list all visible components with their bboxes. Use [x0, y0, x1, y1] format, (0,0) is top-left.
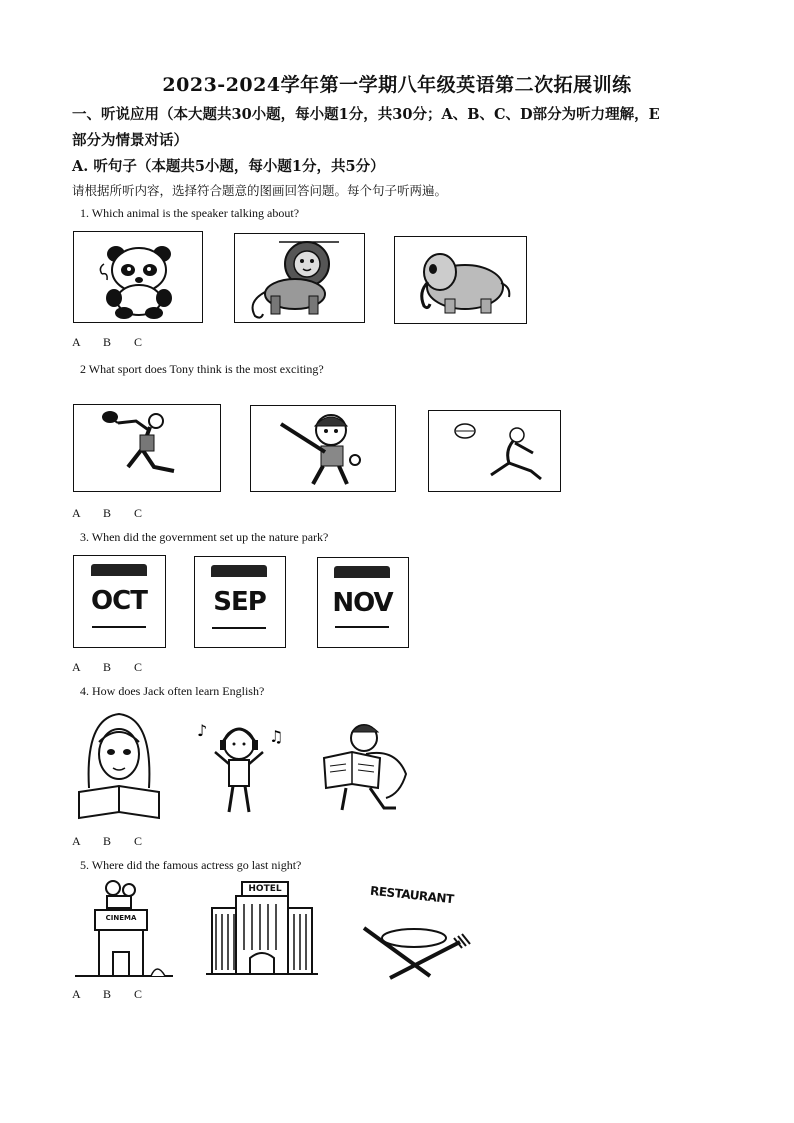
question-3: 3. When did the government set up the nature park?	[80, 530, 329, 544]
option-label-b[interactable]: B	[103, 506, 112, 520]
option-2a-picture[interactable]	[73, 404, 221, 492]
option-label-c[interactable]: C	[134, 834, 143, 848]
option-4b-picture[interactable]	[193, 716, 287, 820]
cinema-icon	[73, 878, 175, 980]
hotel-sign-text: HOTEL	[248, 884, 282, 894]
calendar-icon	[91, 564, 147, 576]
option-label-c[interactable]: C	[134, 987, 143, 1001]
option-label-a[interactable]: A	[72, 660, 81, 674]
option-label-b[interactable]: B	[103, 660, 112, 674]
option-3a-picture[interactable]	[73, 555, 166, 648]
options-row-3	[72, 660, 165, 675]
option-5a-picture[interactable]	[73, 878, 175, 980]
reading-girl-icon	[73, 708, 165, 820]
listening-music-boy-icon	[193, 716, 287, 820]
calendar-month-text: SEP	[213, 587, 266, 617]
option-1a-picture[interactable]	[73, 231, 203, 323]
lion-icon	[235, 234, 363, 321]
section-heading	[72, 102, 732, 154]
part-a-instruction: 请根据所听内容，选择符合题意的图画回答问题。每个句子听两遍。	[72, 183, 448, 198]
option-3c-picture[interactable]	[317, 557, 409, 648]
options-row-5	[72, 987, 165, 1002]
options-row-1	[72, 335, 165, 350]
calendar-icon	[334, 566, 390, 578]
question-2: 2 What sport does Tony think is the most exciting?	[80, 362, 324, 376]
part-a-heading: A. 听句子（本题共5小题，每小题1分，共5分）	[72, 158, 385, 175]
calendar-month-text: NOV	[332, 588, 393, 618]
restaurant-sign-text: RESTAURANT	[369, 883, 455, 907]
option-2c-picture[interactable]	[428, 410, 561, 492]
option-1c-picture[interactable]	[394, 236, 527, 324]
option-2b-picture[interactable]	[250, 405, 396, 492]
svg-text:♫: ♫	[269, 727, 284, 746]
option-label-a[interactable]: A	[72, 335, 81, 349]
option-label-b[interactable]: B	[103, 335, 112, 349]
calendar-month-text: OCT	[91, 586, 147, 616]
option-4a-picture[interactable]	[73, 708, 165, 820]
question-4: 4. How does Jack often learn English?	[80, 684, 265, 698]
option-5b-picture[interactable]	[206, 880, 318, 978]
newspaper-reader-icon	[316, 718, 410, 814]
option-label-a[interactable]: A	[72, 506, 81, 520]
option-label-b[interactable]: B	[103, 834, 112, 848]
volleyball-player-icon	[429, 411, 559, 490]
question-5: 5. Where did the famous actress go last night?	[80, 858, 302, 872]
option-4c-picture[interactable]	[316, 718, 410, 814]
option-label-c[interactable]: C	[134, 335, 143, 349]
svg-text:♪: ♪	[197, 721, 208, 740]
elephant-icon	[395, 237, 525, 322]
option-label-c[interactable]: C	[134, 506, 143, 520]
section-heading-line2: 部分为情景对话）	[72, 132, 188, 149]
hotel-icon	[206, 880, 318, 978]
option-3b-picture[interactable]	[194, 556, 286, 648]
option-5c-picture[interactable]	[360, 884, 472, 980]
calendar-icon	[211, 565, 267, 577]
question-1: 1. Which animal is the speaker talking about?	[80, 206, 300, 220]
option-label-a[interactable]: A	[72, 987, 81, 1001]
options-row-4	[72, 834, 165, 849]
options-row-2	[72, 506, 165, 521]
section-heading-line1: 一、听说应用（本大题共30小题，每小题1分，共30分；A、B、C、D部分为听力理解，E	[72, 106, 660, 123]
cinema-sign-text: CINEMA	[105, 914, 137, 922]
option-label-b[interactable]: B	[103, 987, 112, 1001]
tennis-player-icon	[74, 405, 219, 490]
option-1b-picture[interactable]	[234, 233, 365, 323]
option-label-c[interactable]: C	[134, 660, 143, 674]
page-title: 2023-2024学年第一学期八年级英语第二次拓展训练	[162, 74, 632, 96]
option-label-a[interactable]: A	[72, 834, 81, 848]
panda-icon	[74, 232, 201, 321]
baseball-player-icon	[251, 406, 394, 490]
